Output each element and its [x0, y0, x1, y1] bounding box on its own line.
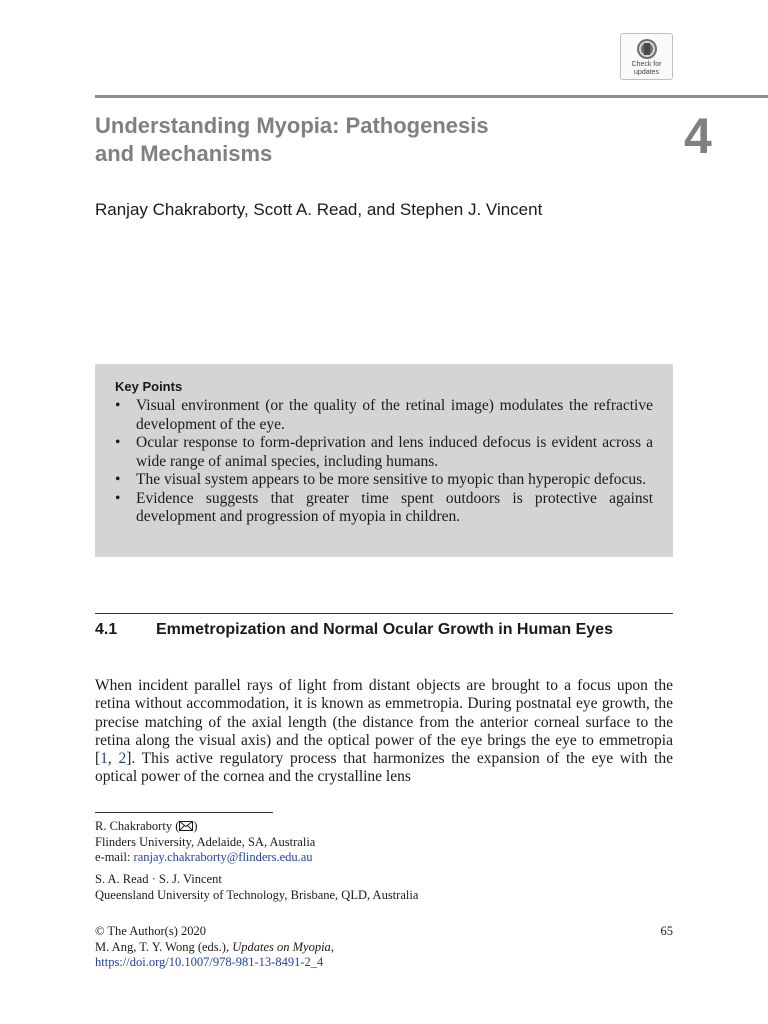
- book-editors: M. Ang, T. Y. Wong (eds.),: [95, 939, 233, 954]
- reference-separator: ,: [107, 750, 119, 768]
- section-number: 4.1: [95, 621, 118, 638]
- key-point-text: Evidence suggests that greater time spent outdoors is protective against development and progression of myopia in children.: [136, 489, 653, 525]
- check-for-updates-badge[interactable]: [620, 33, 673, 80]
- envelope-icon: [179, 821, 193, 831]
- book-suffix: ,: [330, 939, 334, 954]
- key-points-box: [95, 364, 673, 557]
- author1-name-close: ): [193, 819, 198, 833]
- chapter-authors: Ranjay Chakraborty, Scott A. Read, and Stephen J. Vincent: [95, 200, 543, 219]
- copyright: © The Author(s) 2020: [95, 924, 206, 938]
- list-item: [115, 397, 653, 434]
- list-item: [115, 490, 653, 527]
- bullet-icon: •: [115, 397, 121, 414]
- page-number: 65: [660, 924, 673, 938]
- bullet-icon: •: [115, 489, 121, 507]
- badge-line-1: Check for: [631, 61, 662, 68]
- coauthors-names: S. A. Read · S. J. Vincent: [95, 872, 222, 886]
- author1-name: R. Chakraborty (: [95, 819, 180, 833]
- top-rule: [95, 95, 768, 98]
- email-link[interactable]: ranjay.chakraborty@flinders.edu.au: [133, 850, 313, 864]
- body-text-before: When incident parallel rays of light from distant objects are brought to a focus upon the retina without accommodation, it is known as emmetropia. During postnatal eye growth, the precise matching of the axial length (the distance from the anterior corneal surface to the retina along the visual axis) and the optical power of the eye brings the eye to emmetropia [: [95, 677, 673, 768]
- reference-link-1[interactable]: 1: [100, 750, 108, 768]
- doi-link[interactable]: https://doi.org/10.1007/978-981-13-8491-2_4: [95, 955, 324, 969]
- key-points-list: [115, 397, 653, 527]
- key-point-text: Visual environment (or the quality of the retinal image) modulates the refractive development of the eye.: [136, 397, 653, 433]
- footnote-copyright: [95, 924, 334, 971]
- key-point-text: The visual system appears to be more sensitive to myopic than hyperopic defocus.: [136, 471, 647, 488]
- section-title: Emmetropization and Normal Ocular Growth in Human Eyes: [156, 621, 613, 638]
- book-title: Updates on Myopia: [232, 939, 331, 954]
- list-item: [115, 434, 653, 471]
- crossmark-icon: [636, 38, 658, 60]
- coauthors-affiliation: Queensland University of Technology, Brisbane, QLD, Australia: [95, 887, 419, 902]
- list-item: [115, 471, 653, 490]
- badge-line-2: updates: [634, 69, 659, 76]
- section-rule: [95, 613, 673, 614]
- key-point-text: Ocular response to form-deprivation and lens induced defocus is evident across a wide range of animal species, including humans.: [136, 434, 653, 470]
- bullet-icon: •: [115, 471, 121, 488]
- body-text-after: ]. This active regulatory process that harmonizes the expansion of the eye with the optical power of the cornea and the crystalline lens: [95, 750, 673, 786]
- email-label: e-mail:: [95, 850, 134, 864]
- chapter-title-line-2: and Mechanisms: [95, 141, 273, 166]
- footnote-rule: [95, 812, 273, 813]
- footnote-corresponding-author: [95, 819, 315, 866]
- key-points-title: Key Points: [115, 379, 183, 394]
- bullet-icon: •: [115, 434, 121, 451]
- chapter-title-line-1: Understanding Myopia: Pathogenesis: [95, 113, 489, 138]
- author1-affiliation: Flinders University, Adelaide, SA, Australia: [95, 834, 316, 849]
- chapter-number: 4: [684, 108, 712, 164]
- footnote-coauthors: [95, 872, 418, 903]
- reference-link-2[interactable]: 2: [118, 750, 127, 768]
- body-paragraph: [95, 677, 673, 787]
- chapter-title: [95, 112, 615, 168]
